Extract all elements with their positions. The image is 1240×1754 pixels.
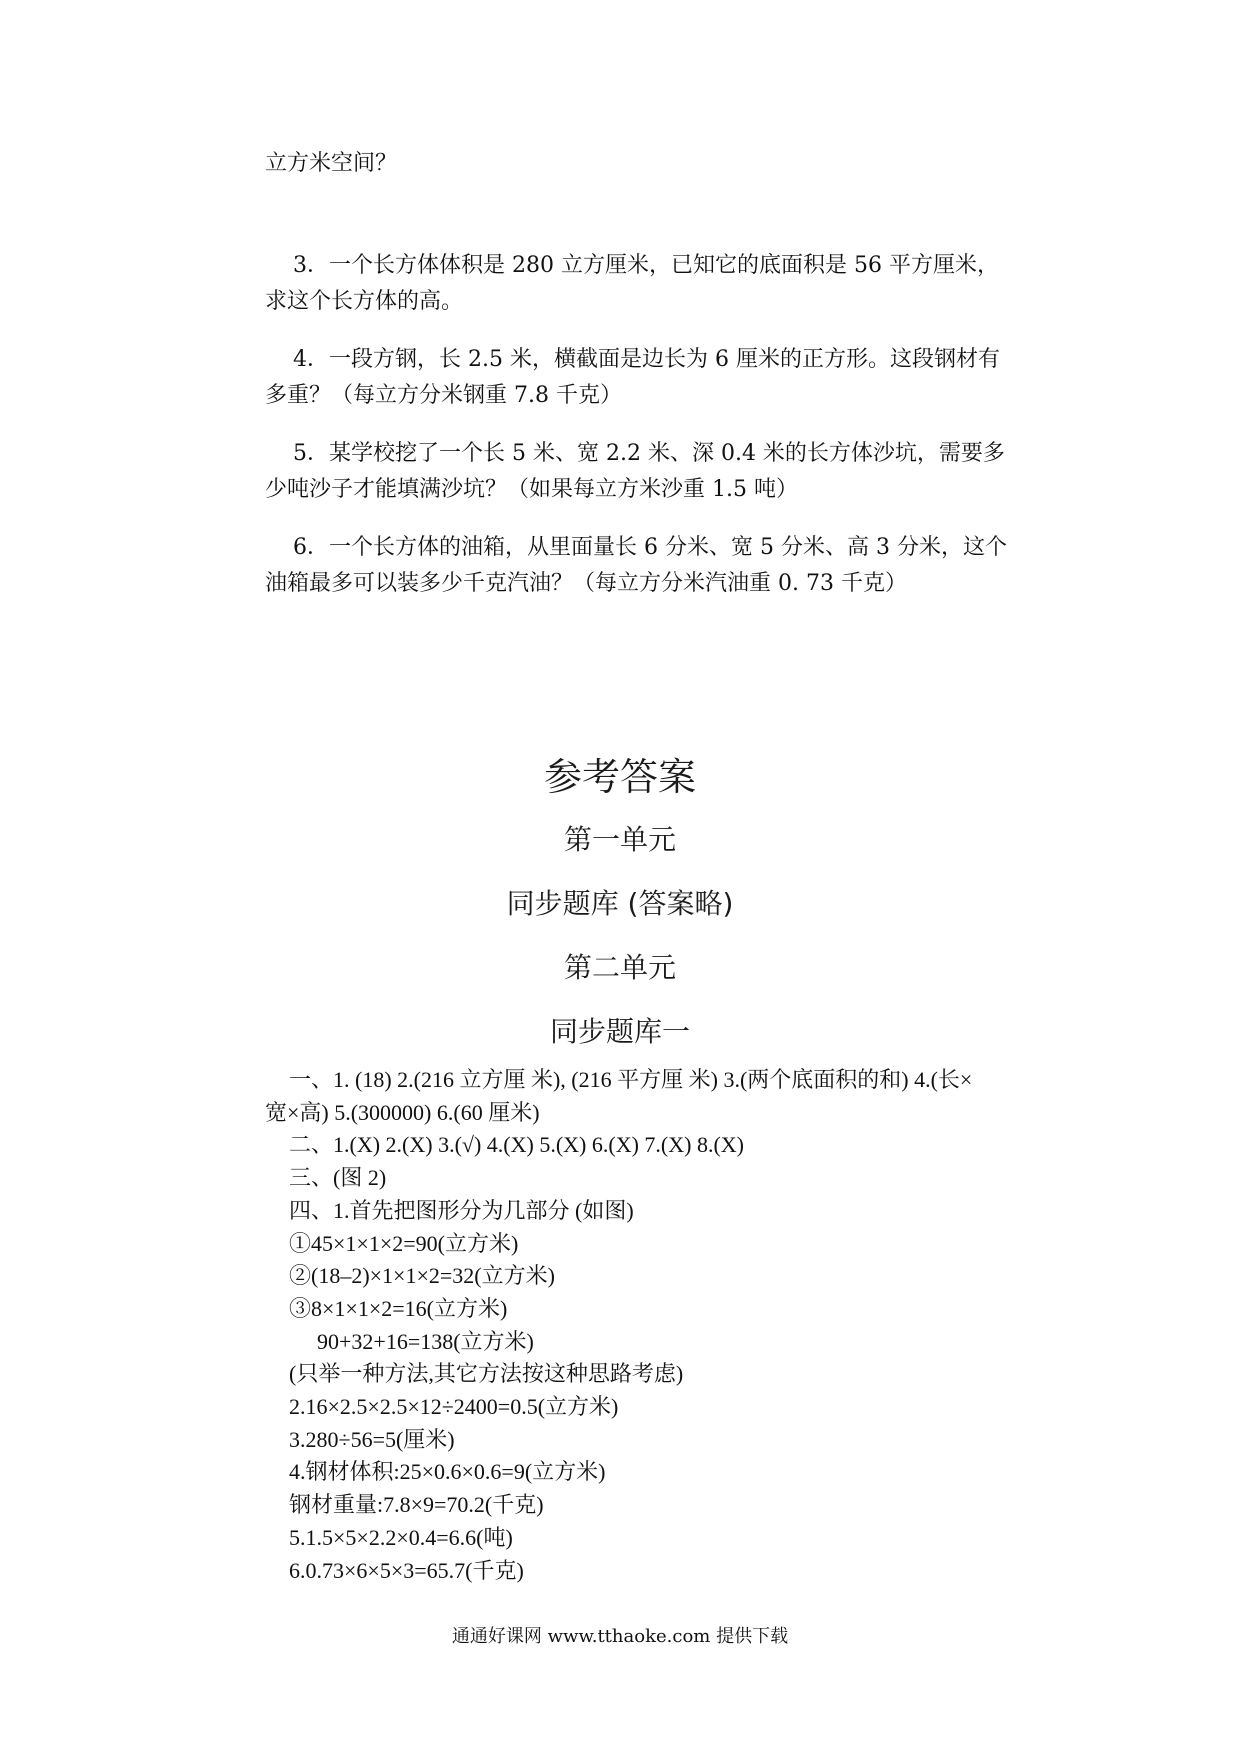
unit-1-bank-heading: 同步题库 (答案略) [506, 887, 734, 920]
problem-6-line-2: 油箱最多可以装多少千克汽油？（每立方分米汽油重 0. 73 千克） [265, 571, 907, 596]
answer-title: 参考答案 [543, 755, 696, 799]
problem-5 [265, 436, 1005, 508]
problem-6 [265, 530, 1007, 602]
answer-line: 5.1.5×5×2.2×0.4=6.6(吨) [289, 1524, 513, 1550]
answer-line: (只举一种方法,其它方法按这种思路考虑) [289, 1361, 684, 1387]
answer-line: ①45×1×1×2=90(立方米) [289, 1230, 519, 1256]
answer-line: 6.0.73×6×5×3=65.7(千克) [289, 1557, 524, 1583]
problem-3 [265, 248, 999, 320]
answer-line: 90+32+16=138(立方米) [317, 1328, 534, 1354]
answer-line: 2.16×2.5×2.5×12÷2400=0.5(立方米) [289, 1394, 619, 1420]
problem-4 [265, 342, 1000, 414]
answer-line: ②(18–2)×1×1×2=32(立方米) [289, 1263, 555, 1289]
problem-3-line-1: 3．一个长方体体积是 280 立方厘米，已知它的底面积是 56 平方厘米， [293, 253, 999, 278]
unit-1-heading: 第一单元 [563, 823, 676, 856]
answer-line: 一、1. (18) 2.(216 立方厘 米), (216 平方厘 米) 3.(两个底面积的和) 4.(长× [289, 1067, 973, 1092]
answer-line: 3.280÷56=5(厘米) [289, 1426, 455, 1452]
problem-3-line-2: 求这个长方体的高。 [265, 289, 464, 314]
answer-line: 钢材重量:7.8×9=70.2(千克) [289, 1492, 544, 1518]
problem-continuation-text: 立方米空间？ [265, 151, 398, 176]
problem-continuation [265, 146, 995, 182]
problem-5-line-1: 5．某学校挖了一个长 5 米、宽 2.2 米、深 0.4 米的长方体沙坑，需要多 [293, 441, 1005, 466]
problem-5-line-2: 少吨沙子才能填满沙坑？（如果每立方米沙重 1.5 吨） [265, 477, 798, 502]
answer-line: 4.钢材体积:25×0.6×0.6=9(立方米) [289, 1459, 606, 1485]
answer-line: 二、1.(X) 2.(X) 3.(√) 4.(X) 5.(X) 6.(X) 7.(X) 8.(X) [289, 1132, 745, 1158]
unit-2-bank-heading: 同步题库一 [549, 1015, 690, 1048]
answer-line: 三、(图 2) [289, 1165, 387, 1191]
page-footer: 通通好课网 www.tthaoke.com 提供下载 [451, 1626, 789, 1647]
unit-2-heading: 第二单元 [563, 951, 676, 984]
answer-list [265, 1064, 1005, 1587]
answer-line: ③8×1×1×2=16(立方米) [289, 1295, 508, 1321]
problem-6-line-1: 6．一个长方体的油箱，从里面量长 6 分米、宽 5 分米、高 3 分米，这个 [293, 535, 1007, 560]
problem-4-line-2: 多重？（每立方分米钢重 7.8 千克） [265, 383, 622, 408]
answer-line: 宽×高) 5.(300000) 6.(60 厘米) [265, 1099, 540, 1125]
problem-4-line-1: 4．一段方钢，长 2.5 米，横截面是边长为 6 厘米的正方形。这段钢材有 [293, 347, 1000, 372]
answer-line: 四、1.首先把图形分为几部分 (如图) [289, 1197, 634, 1223]
